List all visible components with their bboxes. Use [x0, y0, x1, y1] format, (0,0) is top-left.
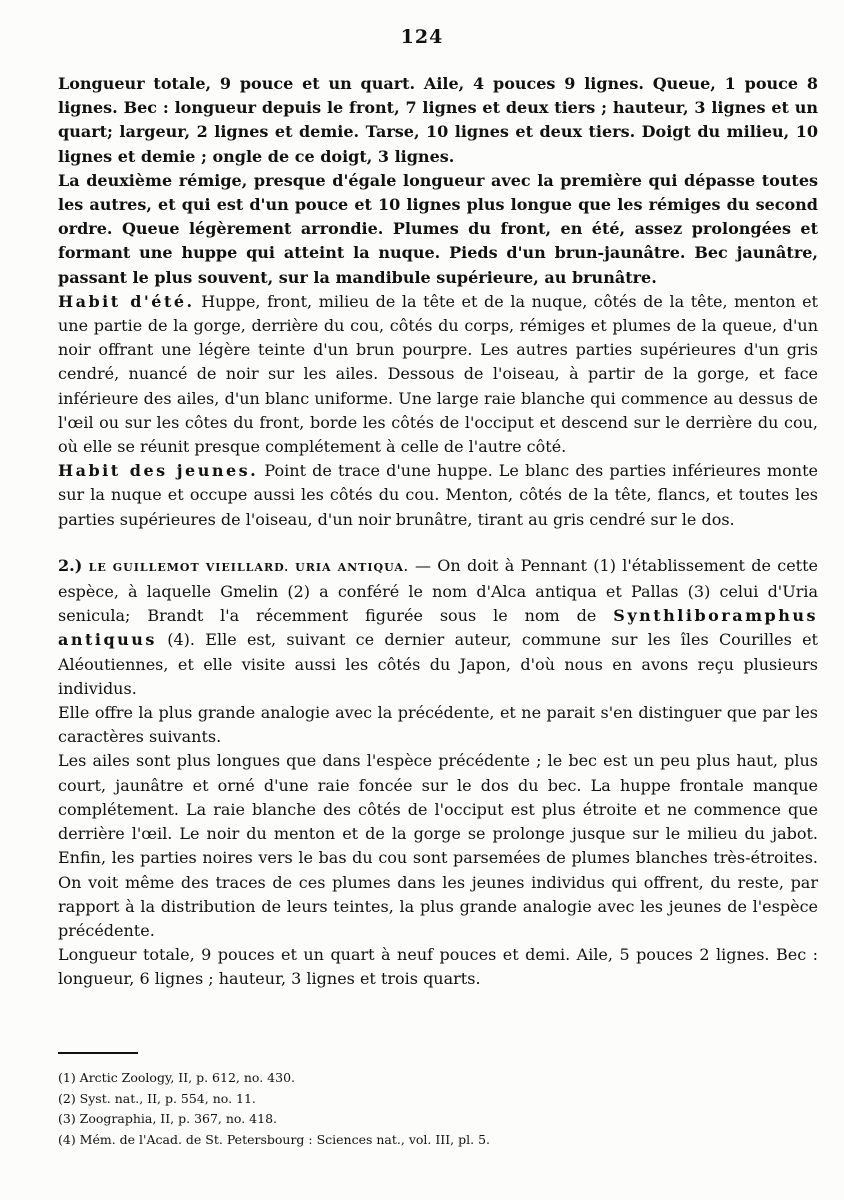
- page-number: 124: [400, 26, 444, 48]
- species-intro-b: (4). Elle est, suivant ce dernier auteur, commune sur les îles Courilles et Aléoutiennes, et elle visite aussi les côtés du Japon, d'où nous en avons reçu plusieurs individus.: [58, 630, 818, 698]
- species-intro-a: — On doit à Pennant (1) l'établissement de cette espèce, à laquelle Gmelin (2) a conféré le nom d'Alca antiqua et Pallas (3) celui d'Uria senicula; Brandt l'a récemment figurée sous le nom de: [58, 555, 819, 626]
- species-number: 2.): [58, 555, 83, 575]
- juvenile-plumage-text: Point de trace d'une huppe. Le blanc des parties inférieures monte sur la nuque et occupe aussi les côtés du cou. Menton, côtés de la tête, flancs, et toutes les parties supérieures de l'oiseau, d'un noir brunâtre, tirant au gris cendré sur le dos.: [58, 461, 818, 529]
- footnote-divider: [58, 1052, 138, 1054]
- main-text: [58, 72, 818, 992]
- paragraph-analogy: Elle offre la plus grande analogie avec la précédente, et ne parait s'en distinguer que par les caractères suivants.: [58, 703, 818, 747]
- summer-plumage-text: Huppe, front, milieu de la tête et de la nuque, côtés de la tête, menton et une partie de la gorge, derrière du cou, côtés du corps, rémiges et plumes de la queue, d'un noir offrant une légère teinte d'un brun pourpre. Les autres parties supérieures d'un gris cendré, nuancé de noir sur les ailes. Dessous de l'oiseau, à partir de la gorge, et face inférieure des ailes, d'un blanc uniforme. Une large raie blanche qui commence au dessus de l'œil ou sur les côtes du front, borde les côtés de l'occiput et descend sur le derrière du cou, où elle se réunit presque complétement à celle de l'autre côté.: [58, 291, 818, 457]
- paragraph-summer-plumage: [58, 290, 818, 459]
- species-name: LE GUILLEMOT VIEILLARD. URIA ANTIQUA.: [88, 560, 409, 574]
- footnote-2: (2) Syst. nat., II, p. 554, no. 11.: [58, 1090, 256, 1106]
- footnote-3: (3) Zoographia, II, p. 367, no. 418.: [58, 1111, 278, 1126]
- footnote-4: (4) Mém. de l'Acad. de St. Petersbourg : Sciences nat., vol. III, pl. 5.: [58, 1131, 490, 1147]
- paragraph-characters: Les ailes sont plus longues que dans l'espèce précédente ; le bec est un peu plus haut, plus court, jaunâtre et orné d'une raie foncée sur le dos du bec. La huppe frontale manque complétement. La raie blanche des côtés de l'occiput est plus étroite et ne commence que derrière l'œil. Le noir du menton et de la gorge se prolonge jusque sur le milieu du jabot. Enfin, les parties noires vers le bas du cou sont parsemées de plumes blanches très-étroites. On voit même des traces de ces plumes dans les jeunes individus qui offrent, du reste, par rapport à la distribution de leurs teintes, la plus grande analogie avec les jeunes de l'espèce précédente.: [58, 751, 818, 940]
- paragraph-measurements-2: Longueur totale, 9 pouces et un quart à neuf pouces et demi. Aile, 5 pouces 2 lignes. Bec : longueur, 6 lignes ; hauteur, 3 lignes et trois quarts.: [58, 945, 818, 989]
- juvenile-plumage-label: Habit des jeunes.: [58, 461, 259, 481]
- section-gap: [58, 532, 818, 554]
- summer-plumage-label: Habit d'été.: [58, 291, 195, 311]
- paragraph-species-heading: [58, 554, 818, 701]
- paragraph-remiges: La deuxième rémige, presque d'égale longueur avec la première qui dépasse toutes les autres, et qui est d'un pouce et 10 lignes plus longue que les rémiges du second ordre. Queue légèrement arrondie. Plumes du front, en été, assez prolongées et formant une huppe qui atteint la nuque. Pieds d'un brun-jaunâtre. Bec jaunâtre, passant le plus souvent, sur la mandibule supérieure, au brunâtre.: [58, 170, 818, 287]
- footnote-1: (1) Arctic Zoology, II, p. 612, no. 430.: [58, 1070, 295, 1085]
- species-genus-name: Synthliboramphus antiquus: [58, 606, 818, 650]
- footnotes: [58, 1068, 758, 1150]
- paragraph-measurements: Longueur totale, 9 pouce et un quart. Aile, 4 pouces 9 lignes. Queue, 1 pouce 8 lignes. Bec : longueur depuis le front, 7 lignes et deux tiers ; hauteur, 3 lignes et un quart; largeur, 2 lignes et demie. Tarse, 10 lignes et deux tiers. Doigt du milieu, 10 lignes et demie ; ongle de ce doigt, 3 lignes.: [58, 74, 818, 166]
- paragraph-juvenile-plumage: [58, 459, 818, 532]
